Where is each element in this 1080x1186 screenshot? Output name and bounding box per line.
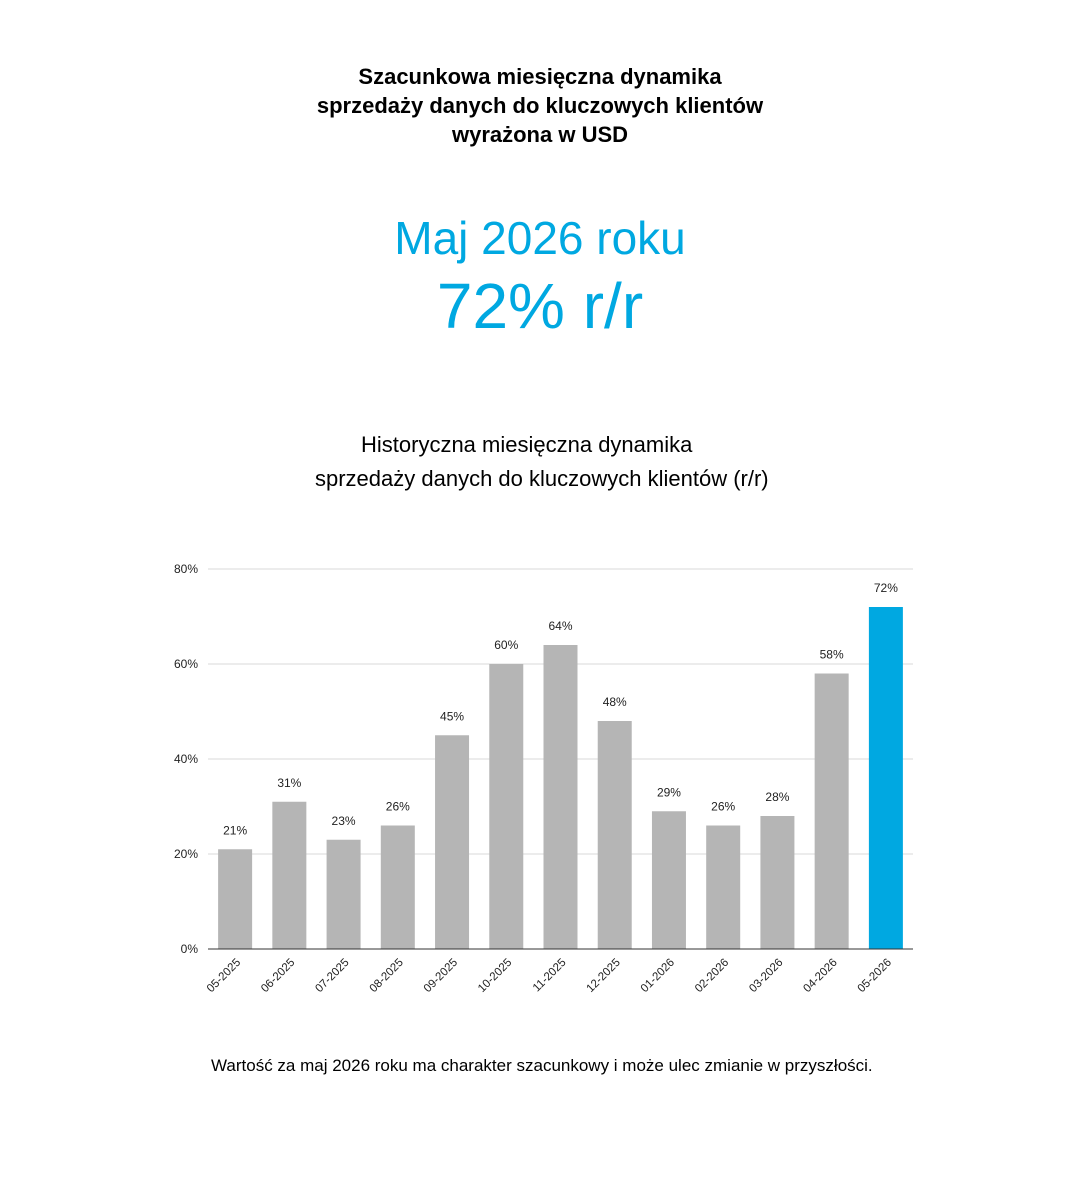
y-tick-label: 0% xyxy=(180,942,198,956)
data-label: 26% xyxy=(711,799,736,814)
y-tick-label: 80% xyxy=(173,562,198,576)
data-label: 72% xyxy=(873,581,898,595)
x-tick-label: 02-2026 xyxy=(692,956,732,995)
report-title-line-3: wyrażona w USD xyxy=(451,122,629,147)
bar xyxy=(435,735,469,949)
report-title-line-2: sprzedaży danych do kluczowych klientów xyxy=(316,93,764,118)
x-tick-label: 10-2025 xyxy=(476,956,515,995)
report-title xyxy=(0,62,1080,149)
data-label: 29% xyxy=(656,785,681,800)
x-tick-label: 09-2025 xyxy=(421,956,461,995)
data-label: 31% xyxy=(277,775,302,790)
data-label: 28% xyxy=(765,790,790,804)
data-label: 64% xyxy=(548,619,573,633)
bar xyxy=(544,645,578,949)
bar xyxy=(706,826,740,950)
data-label: 60% xyxy=(494,638,519,652)
y-tick-label: 40% xyxy=(173,752,198,766)
data-label: 48% xyxy=(602,695,627,709)
x-tick-label: 12-2025 xyxy=(584,956,623,995)
x-tick-label: 03-2026 xyxy=(747,956,786,995)
report-title-line-1: Szacunkowa miesięczna dynamika xyxy=(358,64,722,89)
bar xyxy=(869,607,903,949)
x-tick-label: 11-2025 xyxy=(530,956,569,995)
x-tick-label: 05-2025 xyxy=(204,956,244,995)
data-label: 21% xyxy=(223,823,248,838)
bar xyxy=(381,826,415,950)
footnote: Wartość za maj 2026 roku ma charakter szacunkowy i może ulec zmianie w przyszłości. xyxy=(211,1056,873,1075)
data-label: 26% xyxy=(385,799,410,814)
headline-period: Maj 2026 roku xyxy=(394,212,686,264)
bar xyxy=(218,849,252,949)
x-tick-label: 08-2025 xyxy=(367,956,406,995)
x-tick-label: 04-2026 xyxy=(801,956,840,995)
bar xyxy=(652,811,686,949)
chart-title-line-1: Historyczna miesięczna dynamika xyxy=(361,432,693,457)
chart-title-line-2: sprzedaży danych do kluczowych klientów (r/r) xyxy=(315,466,769,491)
x-tick-label: 06-2025 xyxy=(259,956,298,995)
bar xyxy=(327,840,361,949)
bar xyxy=(598,721,632,949)
x-tick-label: 07-2025 xyxy=(313,956,352,995)
y-tick-label: 20% xyxy=(173,847,198,861)
data-label: 45% xyxy=(440,709,465,724)
bar-chart xyxy=(0,540,1080,1020)
data-label: 23% xyxy=(331,813,356,828)
x-tick-label: 05-2026 xyxy=(855,956,895,995)
headline-value: 72% r/r xyxy=(436,270,644,342)
bar xyxy=(489,664,523,949)
bar xyxy=(272,802,306,949)
bar xyxy=(760,816,794,949)
x-tick-label: 01-2026 xyxy=(638,956,678,995)
y-tick-label: 60% xyxy=(173,657,198,671)
data-label: 58% xyxy=(819,647,844,662)
bar xyxy=(815,674,849,950)
